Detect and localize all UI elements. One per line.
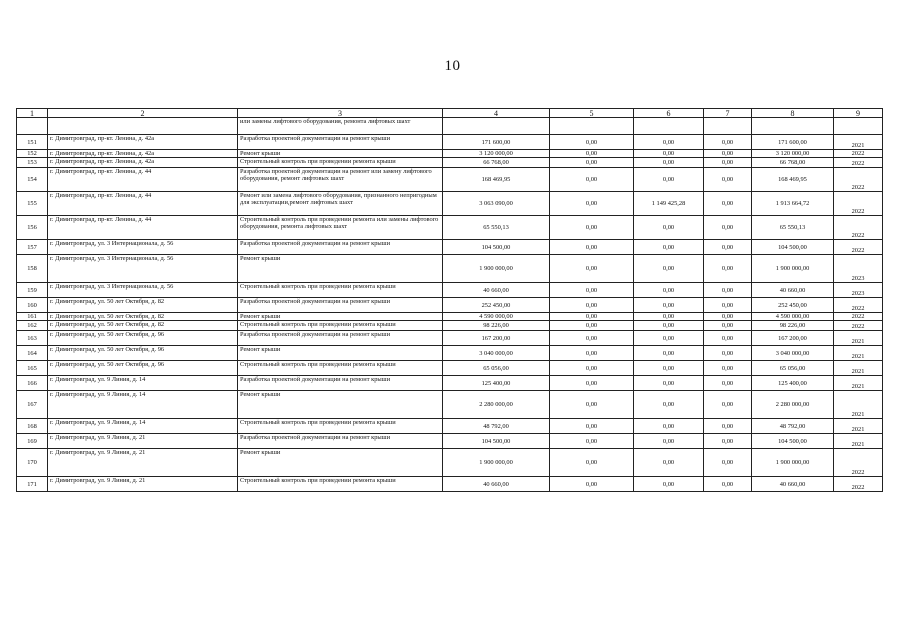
cell-cost-total: 171 600,00 [443, 135, 550, 150]
cell-value: 0,00 [550, 391, 634, 419]
table-row [17, 216, 883, 240]
cell-value: 0,00 [550, 216, 634, 240]
cell-value: 0,00 [550, 419, 634, 434]
cell-number: 165 [17, 361, 48, 376]
cell-value: 48 792,00 [752, 419, 834, 434]
cell-number: 171 [17, 477, 48, 492]
cell-number [17, 118, 48, 135]
cell-value: 0,00 [634, 391, 704, 419]
cell-year: 2021 [834, 434, 883, 449]
table-row [17, 449, 883, 477]
cell-address [48, 118, 238, 135]
table-row [17, 376, 883, 391]
cell-value: 0,00 [704, 158, 752, 168]
column-header: 8 [752, 109, 834, 118]
cell-value: 0,00 [704, 216, 752, 240]
cell-work: Строительный контроль при проведении ремонта крыши [238, 361, 443, 376]
cell-value: 0,00 [550, 168, 634, 192]
cell-address: г. Димитровград, пр-кт. Ленина, д. 42а [48, 150, 238, 158]
table-row [17, 477, 883, 492]
cell-value: 0,00 [550, 283, 634, 298]
cell-value: 0,00 [550, 150, 634, 158]
cell-work: Строительный контроль при проведении ремонта крыши [238, 477, 443, 492]
program-table-sheet [16, 108, 882, 492]
cell-work: Разработка проектной документации на ремонт крыши [238, 240, 443, 255]
table-row [17, 346, 883, 361]
column-header: 2 [48, 109, 238, 118]
cell-year: 2022 [834, 216, 883, 240]
cell-work: Разработка проектной документации на ремонт крыши [238, 135, 443, 150]
cell-value: 0,00 [634, 298, 704, 313]
cell-year: 2022 [834, 477, 883, 492]
cell-year: 2022 [834, 168, 883, 192]
cell-value: 0,00 [634, 158, 704, 168]
table-row [17, 150, 883, 158]
cell-value: 0,00 [550, 434, 634, 449]
cell-value: 1 900 000,00 [752, 449, 834, 477]
cell-value: 0,00 [704, 313, 752, 321]
cell-work: Ремонт крыши [238, 255, 443, 283]
cell-address: г. Димитровград, пр-кт. Ленина, д. 44 [48, 216, 238, 240]
cell-value: 1 149 425,28 [634, 192, 704, 216]
cell-year: 2023 [834, 255, 883, 283]
cell-value: 0,00 [634, 434, 704, 449]
cell-work: Ремонт крыши [238, 313, 443, 321]
cell-value: 0,00 [634, 216, 704, 240]
cell-value: 0,00 [634, 361, 704, 376]
cell-value: 0,00 [550, 449, 634, 477]
cell-value: 0,00 [704, 419, 752, 434]
cell-value: 167 200,00 [752, 331, 834, 346]
cell-work: Строительный контроль при проведении ремонта или замены лифтового оборудования, ремонта лифтовых шахт [238, 216, 443, 240]
table-header [17, 109, 883, 118]
cell-year: 2022 [834, 240, 883, 255]
cell-value: 0,00 [550, 158, 634, 168]
cell-address: г. Димитровград, ул. 9 Линия, д. 14 [48, 419, 238, 434]
cell-value: 0,00 [704, 321, 752, 331]
cell-value: 104 500,00 [752, 434, 834, 449]
cell-address: г. Димитровград, ул. 9 Линия, д. 14 [48, 376, 238, 391]
cell-value: 0,00 [704, 477, 752, 492]
cell-value: 2 280 000,00 [752, 391, 834, 419]
cell-value: 0,00 [550, 331, 634, 346]
cell-cost-total: 104 500,00 [443, 240, 550, 255]
cell-value: 0,00 [634, 240, 704, 255]
table-row [17, 313, 883, 321]
cell-work: Разработка проектной документации на ремонт крыши [238, 331, 443, 346]
cell-value: 0,00 [550, 321, 634, 331]
cell-value: 0,00 [634, 346, 704, 361]
cell-work: Ремонт крыши [238, 346, 443, 361]
cell-value: 0,00 [634, 283, 704, 298]
table-row [17, 391, 883, 419]
cell-value: 65 056,00 [752, 361, 834, 376]
cell-number: 151 [17, 135, 48, 150]
cell-number: 154 [17, 168, 48, 192]
cell-value: 0,00 [704, 449, 752, 477]
table-row [17, 419, 883, 434]
cell-value [634, 118, 704, 135]
cell-value: 0,00 [704, 298, 752, 313]
cell-number: 162 [17, 321, 48, 331]
cell-address: г. Димитровград, пр-кт. Ленина, д. 42а [48, 135, 238, 150]
cell-value [704, 118, 752, 135]
cell-address: г. Димитровград, пр-кт. Ленина, д. 44 [48, 168, 238, 192]
cell-address: г. Димитровград, ул. 50 лет Октября, д. 82 [48, 321, 238, 331]
cell-address: г. Димитровград, ул. 3 Интернационала, д. 56 [48, 255, 238, 283]
table-row [17, 255, 883, 283]
cell-work: Разработка проектной документации на ремонт крыши [238, 434, 443, 449]
cell-number: 158 [17, 255, 48, 283]
cell-work: Строительный контроль при проведении ремонта крыши [238, 321, 443, 331]
cell-year: 2021 [834, 331, 883, 346]
cell-address: г. Димитровград, ул. 9 Линия, д. 14 [48, 391, 238, 419]
cell-number: 170 [17, 449, 48, 477]
cell-value: 0,00 [704, 240, 752, 255]
table-row [17, 361, 883, 376]
column-header: 3 [238, 109, 443, 118]
cell-value: 0,00 [704, 192, 752, 216]
cell-value: 0,00 [704, 376, 752, 391]
cell-value: 0,00 [550, 135, 634, 150]
cell-value: 4 590 000,00 [752, 313, 834, 321]
cell-value: 0,00 [704, 434, 752, 449]
table-row [17, 434, 883, 449]
table-row [17, 321, 883, 331]
cell-cost-total: 3 040 000,00 [443, 346, 550, 361]
cell-cost-total: 167 200,00 [443, 331, 550, 346]
cell-value: 0,00 [704, 331, 752, 346]
cell-year: 2022 [834, 150, 883, 158]
cell-value: 0,00 [550, 477, 634, 492]
cell-cost-total: 98 226,00 [443, 321, 550, 331]
cell-cost-total: 40 660,00 [443, 283, 550, 298]
cell-value: 1 900 000,00 [752, 255, 834, 283]
cell-cost-total: 3 063 090,00 [443, 192, 550, 216]
column-header: 4 [443, 109, 550, 118]
cell-number: 163 [17, 331, 48, 346]
cell-value: 0,00 [704, 168, 752, 192]
cell-value: 40 660,00 [752, 283, 834, 298]
cell-value: 0,00 [550, 346, 634, 361]
cell-value: 0,00 [704, 346, 752, 361]
cell-work: Строительный контроль при проведении ремонта крыши [238, 283, 443, 298]
cell-cost-total: 66 768,00 [443, 158, 550, 168]
cell-cost-total: 104 500,00 [443, 434, 550, 449]
cell-cost-total: 3 120 000,00 [443, 150, 550, 158]
cell-value [550, 118, 634, 135]
cell-address: г. Димитровград, ул. 3 Интернационала, д. 56 [48, 283, 238, 298]
cell-value: 0,00 [550, 255, 634, 283]
cell-value: 65 550,13 [752, 216, 834, 240]
cell-value: 66 768,00 [752, 158, 834, 168]
cell-work: Строительный контроль при проведении ремонта крыши [238, 158, 443, 168]
cell-number: 155 [17, 192, 48, 216]
continuation-row [17, 118, 883, 135]
cell-number: 160 [17, 298, 48, 313]
table-body [17, 118, 883, 492]
cell-cost-total: 168 469,95 [443, 168, 550, 192]
cell-cost-total: 65 550,13 [443, 216, 550, 240]
cell-cost-total: 1 900 000,00 [443, 255, 550, 283]
cell-work: Разработка проектной документации на ремонт крыши [238, 376, 443, 391]
cell-address: г. Димитровград, ул. 50 лет Октября, д. 96 [48, 361, 238, 376]
cell-value: 0,00 [634, 477, 704, 492]
cell-value: 0,00 [634, 376, 704, 391]
cell-value: 0,00 [634, 331, 704, 346]
cell-work: Ремонт крыши [238, 391, 443, 419]
cell-value: 0,00 [634, 168, 704, 192]
cell-value: 0,00 [634, 449, 704, 477]
cell-value: 1 913 664,72 [752, 192, 834, 216]
cell-value: 0,00 [704, 255, 752, 283]
cell-year: 2021 [834, 346, 883, 361]
cell-cost-total: 48 792,00 [443, 419, 550, 434]
cell-value: 3 040 000,00 [752, 346, 834, 361]
table-row [17, 192, 883, 216]
cell-value: 0,00 [704, 361, 752, 376]
cell-value: 0,00 [550, 192, 634, 216]
cell-address: г. Димитровград, ул. 3 Интернационала, д. 56 [48, 240, 238, 255]
cell-year: 2022 [834, 298, 883, 313]
cell-value: 0,00 [634, 321, 704, 331]
cell-address: г. Димитровград, ул. 50 лет Октября, д. 96 [48, 346, 238, 361]
cell-work: Ремонт или замена лифтового оборудования, признанного непригодным для эксплуатации,ремонт лифтовых шахт [238, 192, 443, 216]
cell-address: г. Димитровград, пр-кт. Ленина, д. 42а [48, 158, 238, 168]
cell-year: 2021 [834, 391, 883, 419]
cell-cost-total: 40 660,00 [443, 477, 550, 492]
cell-number: 164 [17, 346, 48, 361]
page-number: 10 [444, 58, 461, 74]
cell-number: 168 [17, 419, 48, 434]
cell-year: 2022 [834, 449, 883, 477]
cell-number: 159 [17, 283, 48, 298]
column-header: 6 [634, 109, 704, 118]
program-table [16, 108, 883, 492]
cell-value: 0,00 [634, 255, 704, 283]
cell-value: 171 600,00 [752, 135, 834, 150]
cell-value: 0,00 [704, 135, 752, 150]
cell-value: 0,00 [550, 361, 634, 376]
cell-work: Разработка проектной документации на ремонт крыши [238, 298, 443, 313]
table-row [17, 158, 883, 168]
column-header: 7 [704, 109, 752, 118]
cell-value [443, 118, 550, 135]
cell-number: 153 [17, 158, 48, 168]
cell-year: 2021 [834, 361, 883, 376]
cell-value: 168 469,95 [752, 168, 834, 192]
cell-value: 40 660,00 [752, 477, 834, 492]
cell-address: г. Димитровград, ул. 9 Линия, д. 21 [48, 434, 238, 449]
column-header: 5 [550, 109, 634, 118]
column-header: 1 [17, 109, 48, 118]
cell-work: Ремонт крыши [238, 449, 443, 477]
cell-value: 0,00 [634, 313, 704, 321]
cell-cost-total: 125 400,00 [443, 376, 550, 391]
table-row [17, 283, 883, 298]
cell-value: 0,00 [550, 298, 634, 313]
cell-value: 104 500,00 [752, 240, 834, 255]
cell-cost-total: 4 590 000,00 [443, 313, 550, 321]
cell-value: 0,00 [550, 313, 634, 321]
cell-value: 0,00 [704, 150, 752, 158]
cell-cost-total: 252 450,00 [443, 298, 550, 313]
cell-value: 0,00 [550, 376, 634, 391]
cell-value: 125 400,00 [752, 376, 834, 391]
cell-address: г. Димитровград, ул. 50 лет Октября, д. 96 [48, 331, 238, 346]
table-row [17, 331, 883, 346]
cell-value: 0,00 [634, 419, 704, 434]
cell-cost-total: 65 056,00 [443, 361, 550, 376]
column-header: 9 [834, 109, 883, 118]
table-row [17, 135, 883, 150]
cell-cost-total: 2 280 000,00 [443, 391, 550, 419]
cell-value: 0,00 [634, 135, 704, 150]
cell-value: 0,00 [550, 240, 634, 255]
cell-year: 2021 [834, 419, 883, 434]
cell-number: 169 [17, 434, 48, 449]
cell-value: 252 450,00 [752, 298, 834, 313]
cell-address: г. Димитровград, ул. 50 лет Октября, д. 82 [48, 313, 238, 321]
cell-value: 98 226,00 [752, 321, 834, 331]
cell-year [834, 118, 883, 135]
cell-value: 0,00 [704, 283, 752, 298]
cell-number: 161 [17, 313, 48, 321]
cell-year: 2022 [834, 321, 883, 331]
cell-year: 2021 [834, 135, 883, 150]
table-row [17, 240, 883, 255]
table-row [17, 168, 883, 192]
cell-work: Разработка проектной документации на ремонт или замену лифтового оборудования, ремонт лифтовых шахт [238, 168, 443, 192]
cell-work: Ремонт крыши [238, 150, 443, 158]
cell-value: 0,00 [634, 150, 704, 158]
table-row [17, 298, 883, 313]
cell-value [752, 118, 834, 135]
cell-cost-total: 1 900 000,00 [443, 449, 550, 477]
cell-year: 2022 [834, 313, 883, 321]
cell-address: г. Димитровград, пр-кт. Ленина, д. 44 [48, 192, 238, 216]
cell-number: 152 [17, 150, 48, 158]
cell-year: 2022 [834, 158, 883, 168]
cell-address: г. Димитровград, ул. 50 лет Октября, д. 82 [48, 298, 238, 313]
cell-number: 157 [17, 240, 48, 255]
cell-value: 0,00 [704, 391, 752, 419]
cell-work: Строительный контроль при проведении ремонта крыши [238, 419, 443, 434]
cell-number: 156 [17, 216, 48, 240]
cell-number: 167 [17, 391, 48, 419]
cell-work: или замены лифтового оборудования, ремонта лифтовых шахт [238, 118, 443, 135]
cell-year: 2023 [834, 283, 883, 298]
cell-address: г. Димитровград, ул. 9 Линия, д. 21 [48, 477, 238, 492]
cell-value: 3 120 000,00 [752, 150, 834, 158]
cell-address: г. Димитровград, ул. 9 Линия, д. 21 [48, 449, 238, 477]
cell-year: 2022 [834, 192, 883, 216]
cell-year: 2021 [834, 376, 883, 391]
cell-number: 166 [17, 376, 48, 391]
